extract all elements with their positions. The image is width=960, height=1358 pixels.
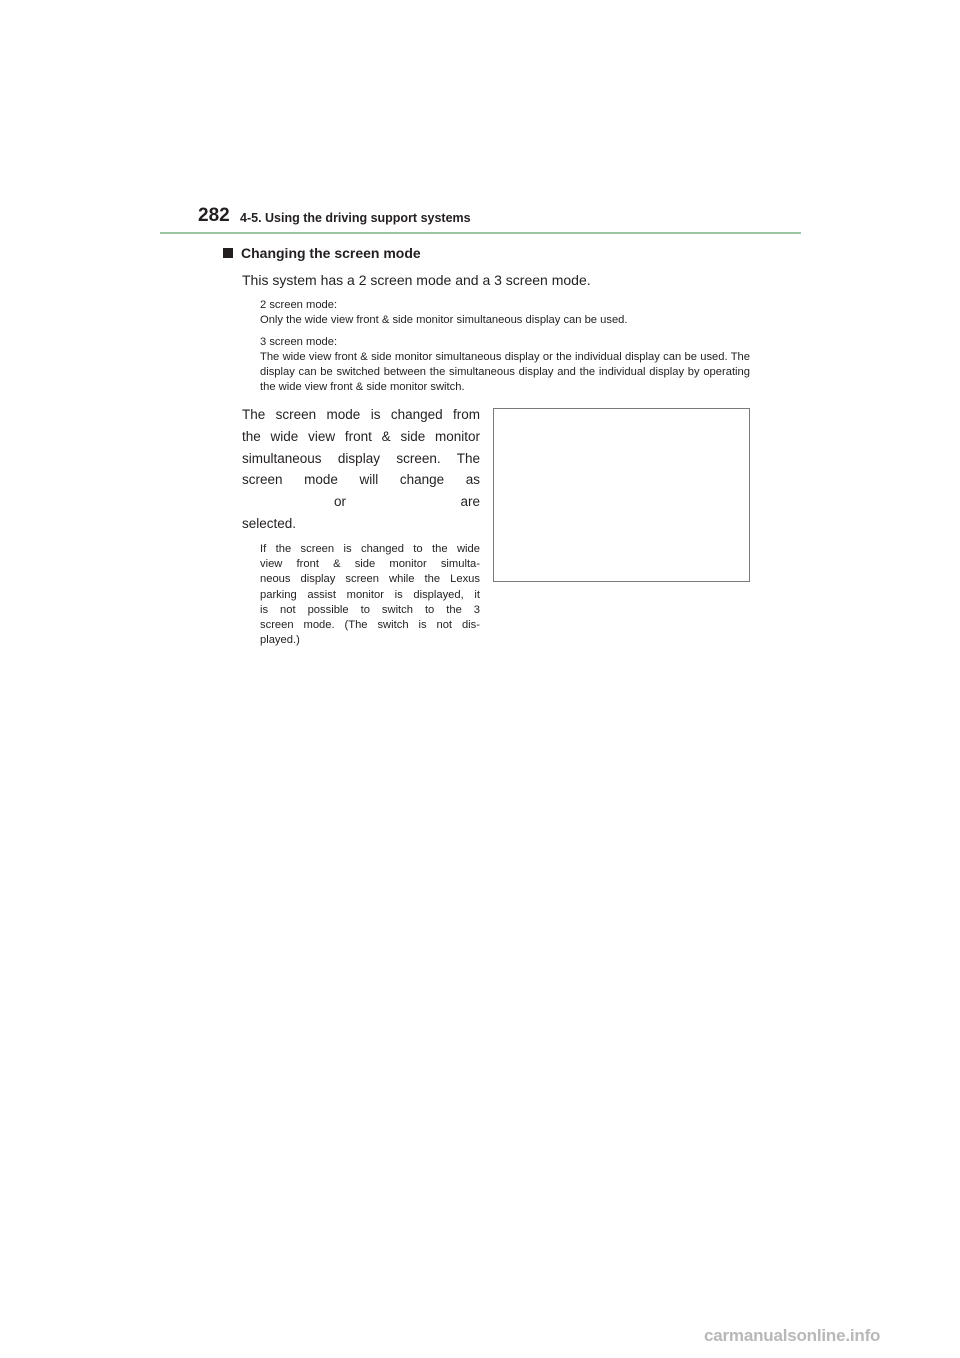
page-number: 282 bbox=[198, 205, 230, 226]
paragraph-line: selected. bbox=[242, 515, 297, 531]
note-line: parking assist monitor is displayed, it bbox=[260, 588, 480, 601]
intro-text: This system has a 2 screen mode and a 3 screen mode. bbox=[242, 272, 591, 288]
mode-label: 3 screen mode: bbox=[260, 336, 338, 348]
subheading bbox=[223, 244, 421, 262]
header-divider bbox=[160, 232, 801, 234]
illustration-frame bbox=[493, 408, 750, 582]
paragraph-line: screen mode will change as bbox=[242, 472, 480, 488]
subheading-text: Changing the screen mode bbox=[241, 245, 421, 261]
note-paragraph bbox=[260, 542, 480, 648]
mode-description: Only the wide view front & side monitor simultaneous display can be used. bbox=[260, 314, 628, 326]
note-line: If the screen is changed to the wide bbox=[260, 543, 480, 555]
note-line: neous display screen while the Lexus bbox=[260, 573, 480, 586]
section-title: 4-5. Using the driving support systems bbox=[240, 211, 471, 225]
paragraph-line: simultaneous display screen. The bbox=[242, 450, 480, 466]
square-bullet-icon bbox=[223, 248, 233, 258]
main-paragraph bbox=[242, 404, 480, 535]
note-line: screen mode. (The switch is not dis- bbox=[260, 619, 480, 632]
page-header bbox=[198, 206, 802, 232]
paragraph-line bbox=[242, 491, 480, 513]
mode-item-3-screen bbox=[260, 335, 750, 395]
note-line: view front & side monitor simulta- bbox=[260, 558, 480, 571]
paragraph-word-are: are bbox=[460, 494, 480, 510]
mode-item-2-screen bbox=[260, 298, 750, 328]
paragraph-line: The screen mode is changed from bbox=[242, 407, 480, 422]
mode-label: 2 screen mode: bbox=[260, 299, 338, 311]
paragraph-word-or: or bbox=[334, 494, 347, 510]
watermark: carmanualsonline.info bbox=[704, 1326, 881, 1345]
paragraph-line: the wide view front & side monitor bbox=[242, 428, 480, 444]
mode-description: The wide view front & side monitor simultaneous display or the individual display can be used. The display can be switched between the simultaneous display and the individual display by operating the wide view front & side monitor switch. bbox=[260, 351, 750, 393]
note-line: played.) bbox=[260, 634, 300, 647]
note-line: is not possible to switch to the 3 bbox=[260, 603, 480, 616]
